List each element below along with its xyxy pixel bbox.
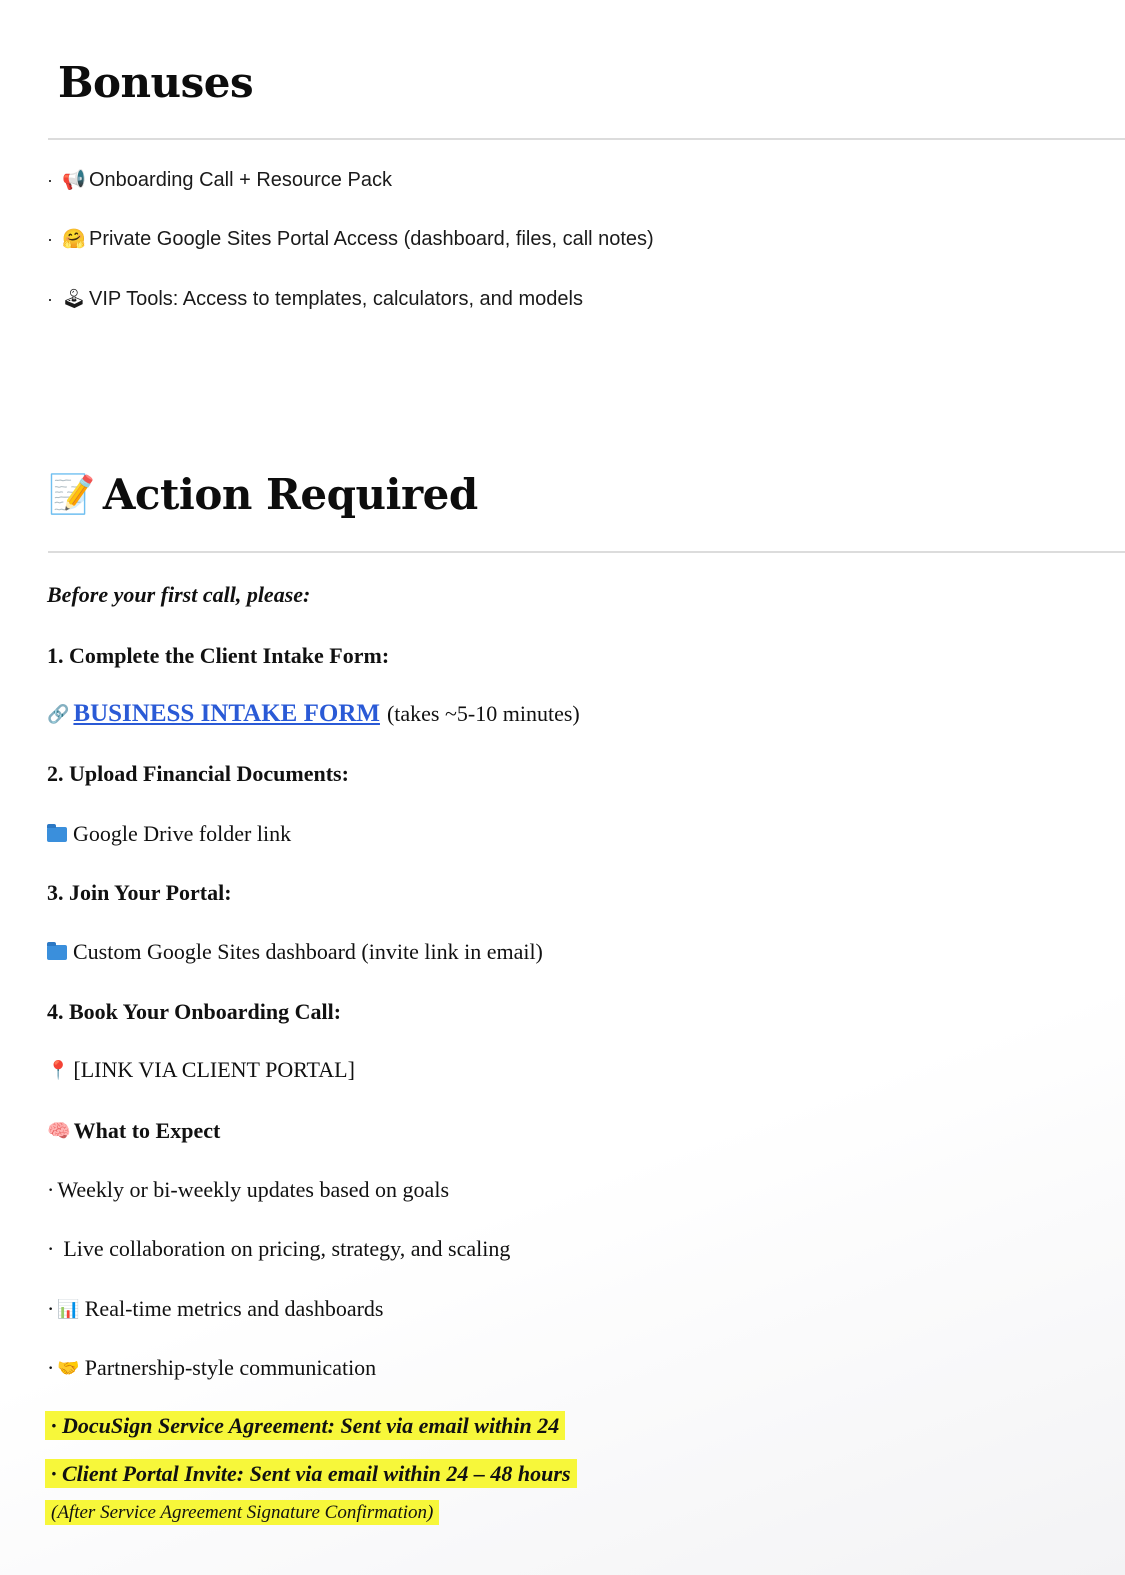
what-to-expect-title: What to Expect xyxy=(73,1118,221,1143)
step-4-heading: 4. Book Your Onboarding Call: xyxy=(47,999,342,1024)
bonus-item xyxy=(47,287,583,311)
bonus-item xyxy=(47,227,654,251)
expect-item xyxy=(47,1355,376,1381)
expect-item xyxy=(47,1236,510,1262)
link-icon: 🔗 xyxy=(47,703,70,724)
memo-icon: 📝 xyxy=(48,472,95,516)
bullet-dot: · xyxy=(47,1236,55,1261)
folder-icon xyxy=(47,827,67,842)
signature-note-text: (After Service Agreement Signature Confirmation) xyxy=(45,1500,439,1525)
expect-item xyxy=(47,1296,384,1322)
step-1-heading: 1. Complete the Client Intake Form: xyxy=(47,643,390,668)
bullet-dot: · xyxy=(47,1177,55,1202)
call-link-text[interactable]: [LINK VIA CLIENT PORTAL] xyxy=(73,1057,355,1082)
brain-icon: 🧠 xyxy=(47,1121,71,1142)
bonus-item xyxy=(47,168,392,192)
call-link-row xyxy=(47,1057,355,1083)
expect-item-text: Partnership-style communication xyxy=(84,1355,377,1380)
folder-icon xyxy=(47,945,67,960)
hugging-face-icon: 🤗 xyxy=(62,229,86,250)
bar-chart-icon: 📊 xyxy=(57,1298,80,1319)
portal-invite-note-text: · Client Portal Invite: Sent via email within 24 – 48 hours xyxy=(45,1459,577,1488)
portal-text: Custom Google Sites dashboard (invite link in email) xyxy=(73,939,543,964)
portal-invite-note xyxy=(45,1461,577,1487)
expect-item-text: Weekly or bi-weekly updates based on goals xyxy=(57,1177,449,1202)
drive-row xyxy=(47,821,291,847)
action-required-title: Action Required xyxy=(102,470,478,519)
bonuses-heading: Bonuses xyxy=(58,58,254,107)
portal-row xyxy=(47,939,543,965)
step-3-heading: 3. Join Your Portal: xyxy=(47,880,232,905)
bonus-item-text: Onboarding Call + Resource Pack xyxy=(89,168,392,191)
bullet-dot: · xyxy=(47,1296,55,1321)
bullet-dot: · xyxy=(47,228,53,249)
expect-item-text: Live collaboration on pricing, strategy, and scaling xyxy=(63,1236,511,1261)
bonus-item-text: VIP Tools: Access to templates, calculators, and models xyxy=(89,287,583,310)
action-required-heading xyxy=(48,470,478,519)
intake-form-row xyxy=(47,700,580,728)
bonus-item-text: Private Google Sites Portal Access (dashboard, files, call notes) xyxy=(89,227,654,250)
expect-item xyxy=(47,1177,449,1203)
megaphone-icon: 📢 xyxy=(62,170,86,191)
joystick-icon: 🕹 xyxy=(61,289,87,310)
docusign-note-text: · DocuSign Service Agreement: Sent via email within 24 xyxy=(45,1411,565,1440)
bullet-dot: · xyxy=(47,1355,55,1380)
bullet-dot: · xyxy=(47,288,53,309)
section-divider xyxy=(48,138,1125,140)
signature-note xyxy=(45,1502,439,1524)
bullet-dot: · xyxy=(47,169,53,190)
business-intake-form-link[interactable]: BUSINESS INTAKE FORM xyxy=(73,700,380,727)
expect-item-text: Real-time metrics and dashboards xyxy=(84,1296,384,1321)
intro-text: Before your first call, please: xyxy=(47,582,311,607)
docusign-note xyxy=(45,1413,565,1439)
pin-icon: 📍 xyxy=(47,1059,70,1080)
handshake-icon: 🤝 xyxy=(57,1357,80,1378)
what-to-expect-heading xyxy=(47,1118,220,1144)
intake-form-note: (takes ~5-10 minutes) xyxy=(386,701,580,726)
google-drive-link[interactable]: Google Drive folder link xyxy=(73,821,292,846)
step-2-heading: 2. Upload Financial Documents: xyxy=(47,761,349,786)
section-divider xyxy=(48,551,1125,553)
